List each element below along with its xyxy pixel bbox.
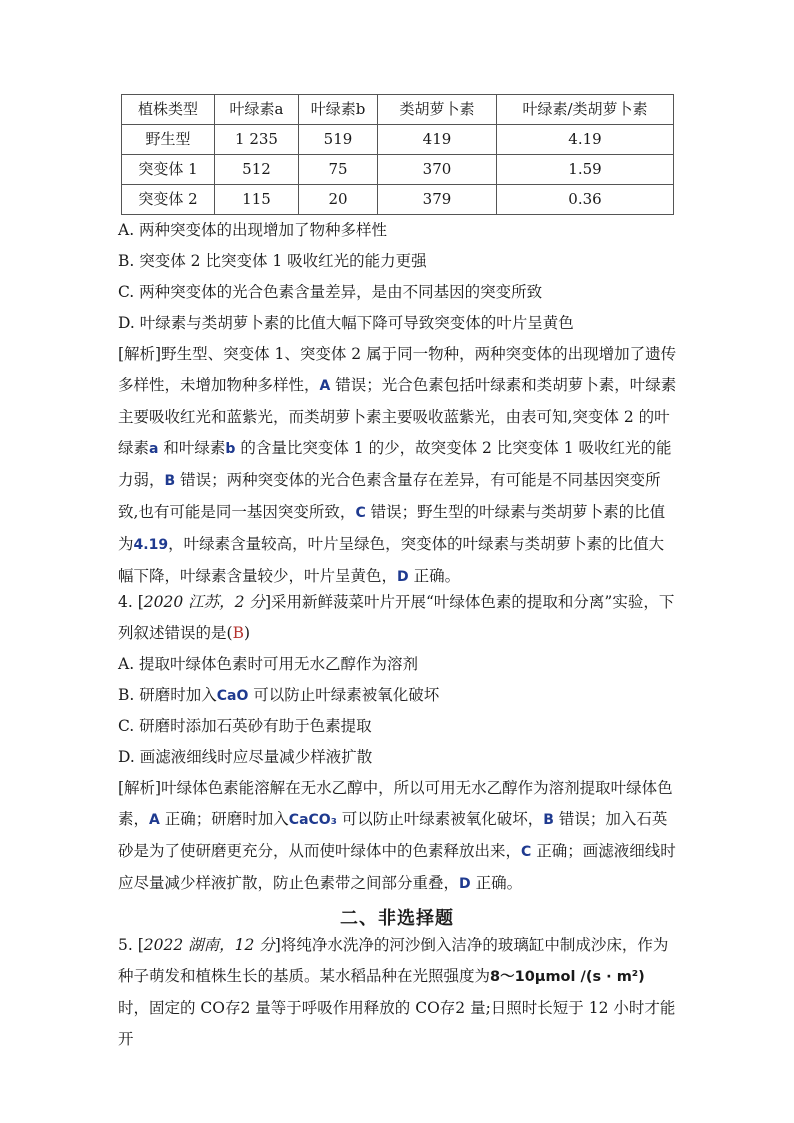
analysis-text: 和叶绿素 — [158, 439, 226, 457]
option-key: B — [543, 812, 554, 828]
analysis-text: 错误；两种突变体的光合色素含量存在差异，有可能是不同基因突变所致,也有可能是同一基因突变所致， — [118, 471, 661, 521]
header-cell: 类胡萝卜素 — [378, 95, 497, 125]
question-text: ]采用新鲜菠菜叶片开展“叶绿体色素的提取和分离”实验，下列叙述错误的是( — [118, 593, 675, 642]
ratio-value: 4.19 — [133, 537, 169, 553]
table-cell: 20 — [299, 185, 378, 215]
option-text: 可以防止叶绿素被氧化破坏 — [248, 686, 440, 704]
table-cell: 突变体 2 — [122, 185, 215, 215]
header-cell: 叶绿素a — [215, 95, 299, 125]
analysis-text: [解析]野生型、突变体 1、突变体 2 属于同一物种，两种突变体的出现增加了遗传多样性，未增加物种多样性， — [118, 345, 677, 394]
analysis-text: 错误；加入石英砂是为了使研磨更充分，从而使叶绿体中的色素释放出来， — [118, 810, 668, 860]
q4-analysis — [118, 773, 678, 900]
question-source: 2022 湖南，12 分 — [143, 936, 275, 954]
header-cell: 植株类型 — [122, 95, 215, 125]
q4-option-c: C. 研磨时添加石英砂有助于色素提取 — [118, 717, 372, 735]
question-number: 5. [ — [118, 936, 144, 954]
table-cell: 0.36 — [497, 185, 674, 215]
chem-formula: CaO — [216, 688, 249, 704]
table-cell: 突变体 1 — [122, 155, 215, 185]
table-cell: 419 — [378, 125, 497, 155]
option-key: C — [355, 505, 366, 521]
option-key: b — [225, 441, 236, 457]
q4-option-b — [118, 680, 678, 712]
analysis-text: 错误；光合色素包括叶绿素和类胡萝卜素，叶绿素主要吸收红光和蓝紫光，而类胡萝卜素主要吸收蓝紫光，由表可知,突变体 2 的叶绿素 — [118, 376, 677, 457]
option-key: A — [319, 378, 331, 394]
option-key: a — [149, 441, 159, 457]
analysis-text: 可以防止叶绿素被氧化破坏， — [336, 810, 544, 828]
q3-analysis — [118, 339, 678, 593]
option-text: B. 研磨时加入 — [118, 686, 217, 704]
q3-option-b: B. 突变体 2 比突变体 1 吸收红光的能力更强 — [118, 252, 427, 270]
table-cell: 1 235 — [215, 125, 299, 155]
table-header-row — [122, 95, 674, 125]
analysis-text: ，叶绿素含量较高，叶片呈绿色，突变体的叶绿素与类胡萝卜素的比值大幅下降，叶绿素含量较少，叶片呈黄色， — [118, 535, 665, 585]
table-cell: 75 — [299, 155, 378, 185]
q4-option-d: D. 画滤液细线时应尽量减少样液扩散 — [118, 748, 373, 766]
question-source: 2020 江苏，2 分 — [143, 593, 265, 611]
header-cell: 叶绿素b — [299, 95, 378, 125]
table-row — [122, 185, 674, 215]
q3-option-d: D. 叶绿素与类胡萝卜素的比值大幅下降可导致突变体的叶片呈黄色 — [118, 314, 574, 332]
table-cell: 1.59 — [497, 155, 674, 185]
q3-option-c: C. 两种突变体的光合色素含量差异，是由不同基因的突变所致 — [118, 283, 543, 301]
q5-stem — [118, 930, 678, 1055]
section-title: 二、非选择题 — [340, 908, 454, 929]
q4-stem — [118, 587, 678, 649]
analysis-text: [解析]叶绿体色素能溶解在无水乙醇中，所以可用无水乙醇作为溶剂提取叶绿体色素， — [118, 779, 673, 828]
q3-option-a: A. 两种突变体的出现增加了物种多样性 — [118, 221, 388, 239]
analysis-text: 的含量比突变体 1 的少，故突变体 2 比突变体 1 吸收红光的能力弱， — [118, 439, 672, 489]
table-row — [122, 155, 674, 185]
question-text: ]将纯净水洗净的河沙倒入洁净的玻璃缸中制成沙床，作为种子萌发和植株生长的基质。某水稻品种在光照强度为 — [118, 936, 669, 985]
light-intensity-formula: 8～10μmol /(s · m²) — [490, 969, 645, 985]
answer-letter: B — [232, 624, 244, 642]
table-cell: 115 — [215, 185, 299, 215]
analysis-text: 正确。 — [470, 874, 523, 892]
question-number: 4. [ — [118, 593, 144, 611]
table-row — [122, 125, 674, 155]
question-text: ) — [243, 624, 251, 642]
pigment-table — [121, 94, 674, 215]
chem-formula: CaCO₃ — [288, 812, 337, 828]
table-cell: 512 — [215, 155, 299, 185]
table-cell: 370 — [378, 155, 497, 185]
option-key: C — [521, 844, 532, 860]
option-key: B — [164, 473, 176, 489]
header-cell: 叶绿素/类胡萝卜素 — [497, 95, 674, 125]
analysis-text: 错误；野生型的叶绿素与类胡萝卜素的比值为 — [118, 503, 666, 553]
analysis-text: 正确；画滤液细线时应尽量减少样液扩散，防止色素带之间部分重叠， — [118, 842, 676, 892]
q4-option-a: A. 提取叶绿体色素时可用无水乙醇作为溶剂 — [118, 655, 419, 673]
analysis-text: 正确；研磨时加入 — [159, 810, 289, 828]
option-key: A — [149, 812, 160, 828]
table-cell: 4.19 — [497, 125, 674, 155]
table-cell: 519 — [299, 125, 378, 155]
question-text: 时，固定的 CO存2 量等于呼吸作用释放的 CO存2 量;日照时长短于 12 小时才能开 — [118, 999, 676, 1048]
option-key: D — [459, 876, 471, 892]
option-key: D — [397, 569, 409, 585]
analysis-text: 正确。 — [408, 567, 461, 585]
table-cell: 379 — [378, 185, 497, 215]
table-cell: 野生型 — [122, 125, 215, 155]
